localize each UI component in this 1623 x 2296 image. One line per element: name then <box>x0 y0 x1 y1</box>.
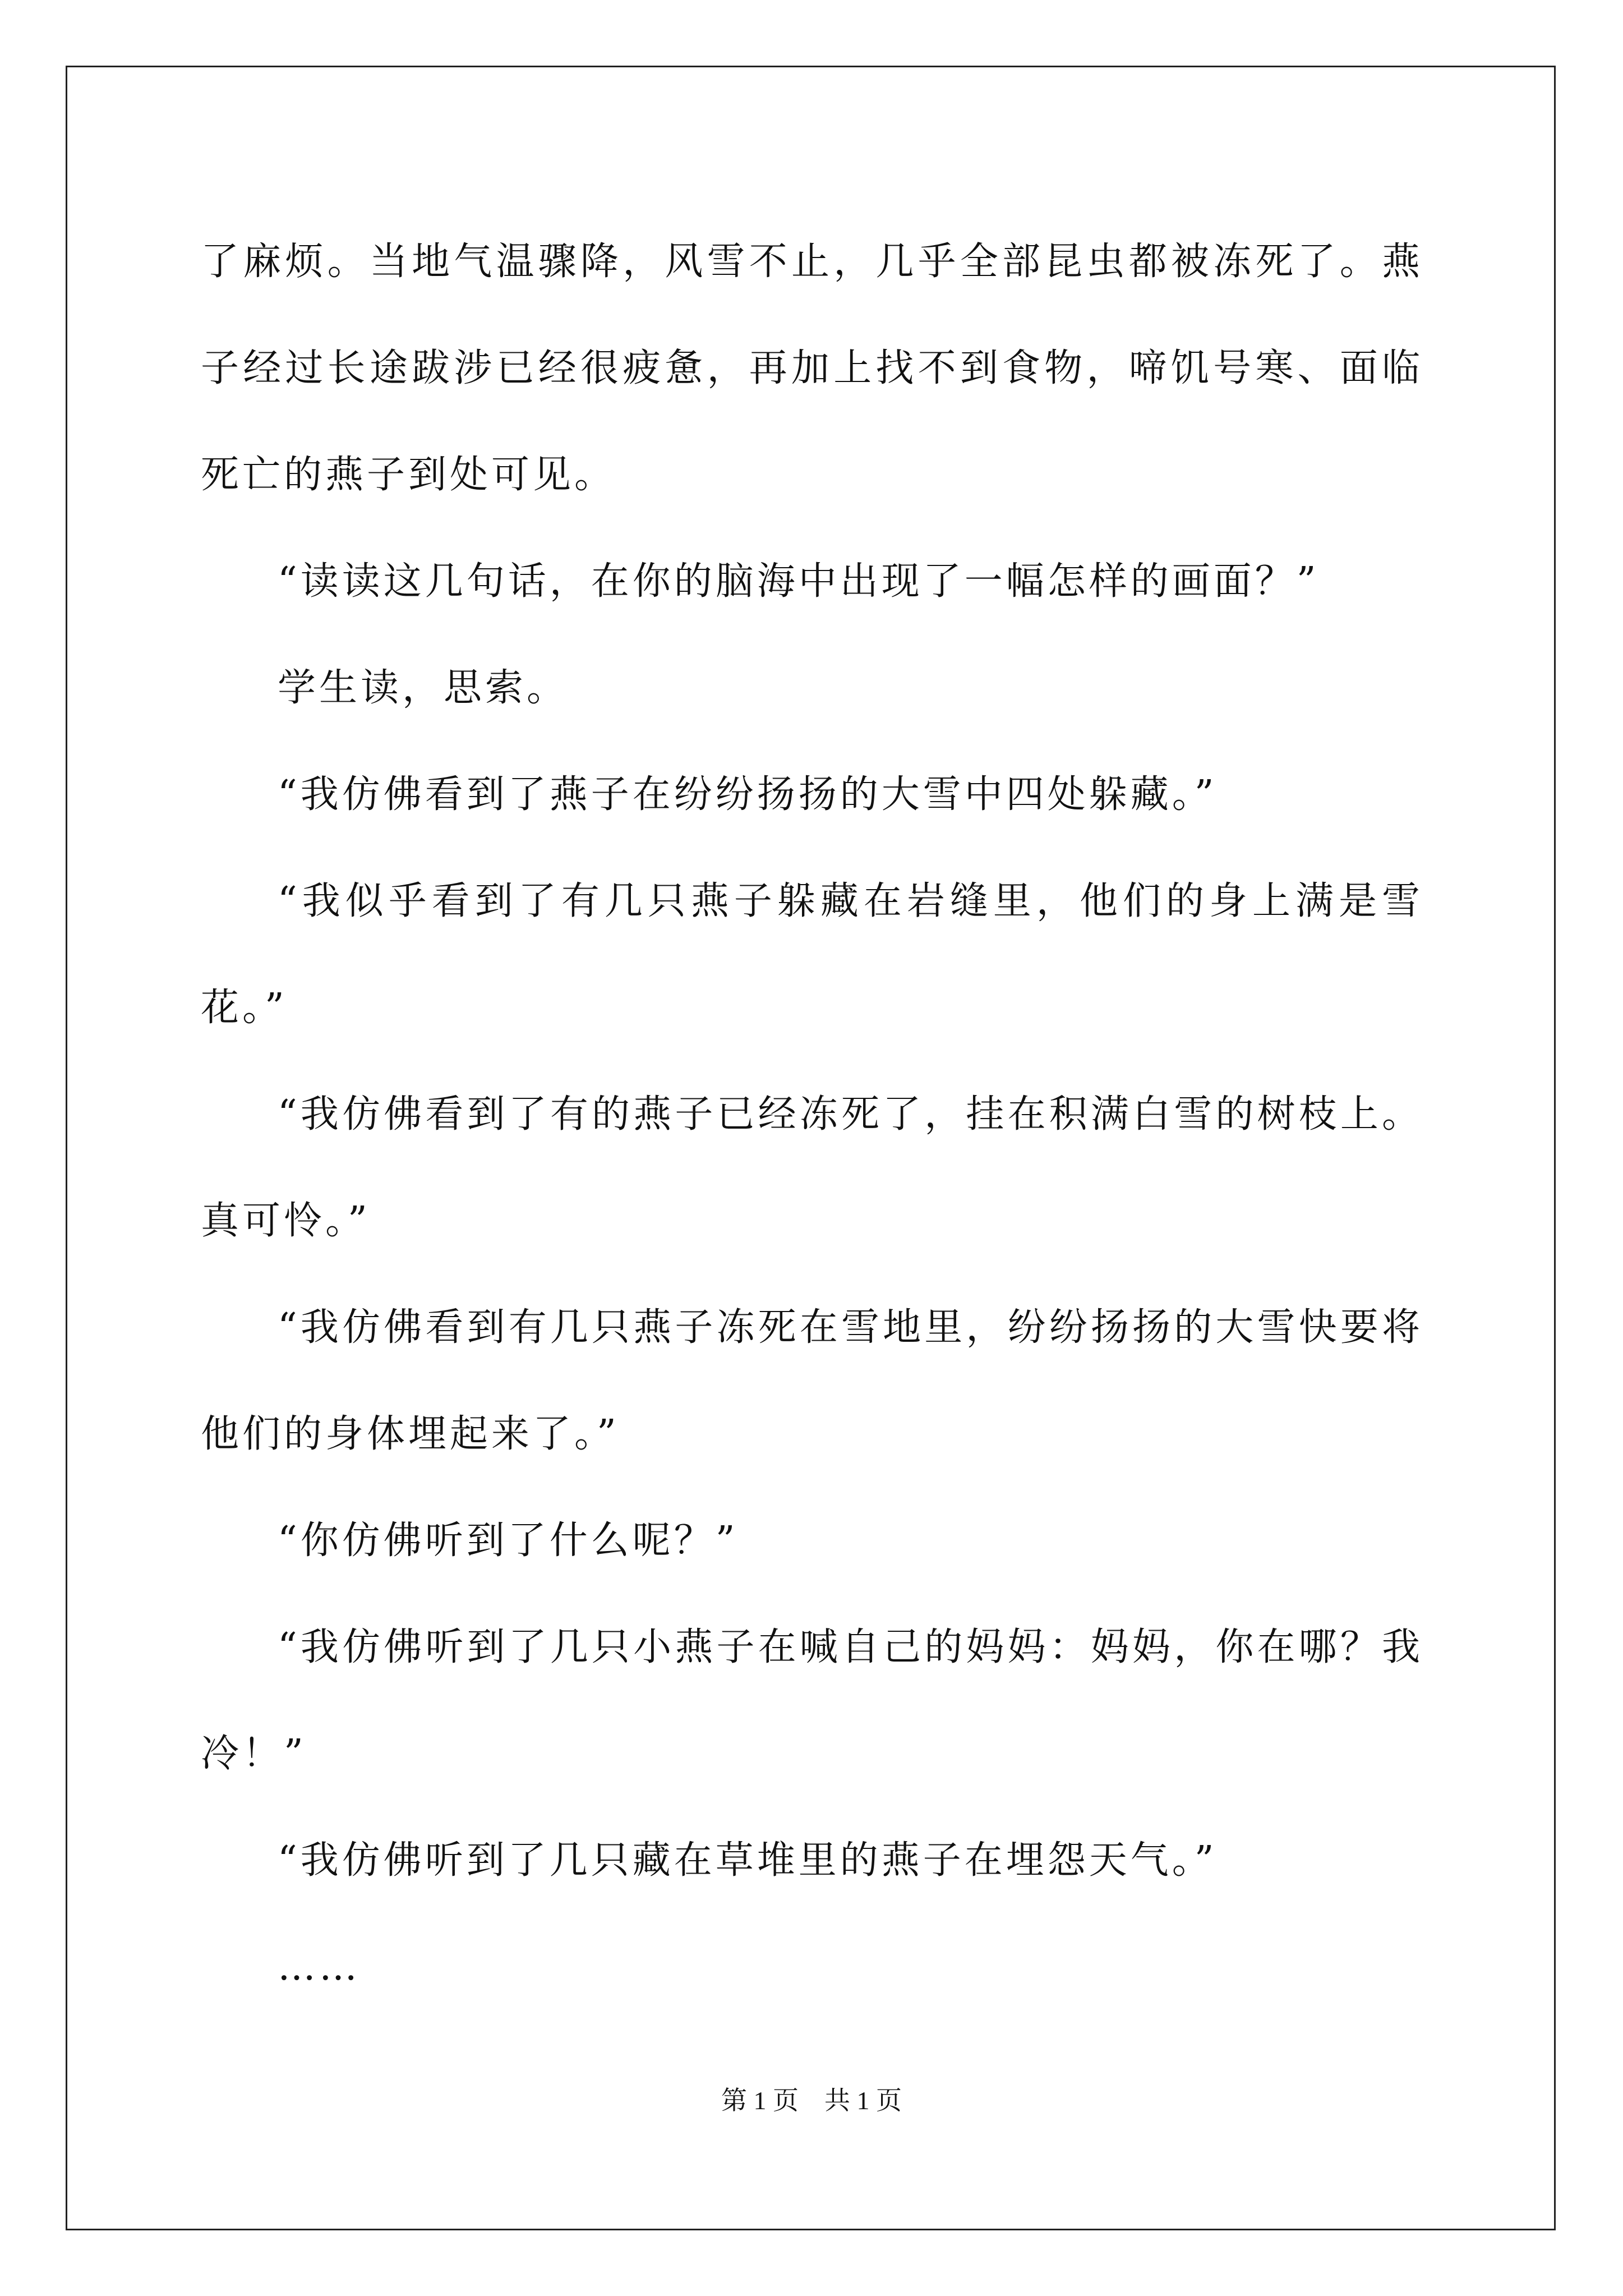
page-number: 第 1 页 <box>721 2086 799 2115</box>
paragraph: “你仿佛听到了什么呢？” <box>278 1519 739 1563</box>
paragraph: “我仿佛听到了几只藏在草堆里的燕子在埋怨天气。” <box>278 1838 1218 1883</box>
document-body <box>201 209 1423 2021</box>
paragraph: “我仿佛听到了几只小燕子在喊自己的妈妈：妈妈，你在哪？我冷！” <box>201 1625 1423 1776</box>
page-footer <box>0 2084 1623 2118</box>
paragraph: 了麻烦。当地气温骤降，风雪不止，几乎全部昆虫都被冻死了。燕子经过长途跋涉已经很疲惫，再加上找不到食物，啼饥号寒、面临死亡的燕子到处可见。 <box>201 240 1423 497</box>
paragraph: “读读这几句话，在你的脑海中出现了一幅怎样的画面？” <box>278 559 1320 604</box>
paragraph: “我仿佛看到了有的燕子已经冻死了，挂在积满白雪的树枝上。真可怜。” <box>201 1092 1423 1243</box>
paragraph: “我仿佛看到有几只燕子冻死在雪地里，纷纷扬扬的大雪快要将他们的身体埋起来了。” <box>201 1305 1423 1456</box>
paragraph: 学生读，思索。 <box>278 666 569 710</box>
paragraph: “我似乎看到了有几只燕子躲藏在岩缝里，他们的身上满是雪花。” <box>201 879 1423 1030</box>
footer-spacer <box>799 2086 824 2115</box>
paragraph: “我仿佛看到了燕子在纷纷扬扬的大雪中四处躲藏。” <box>278 772 1218 817</box>
page-total: 共 1 页 <box>824 2086 902 2115</box>
ellipsis-paragraph: …… <box>278 1945 361 1989</box>
